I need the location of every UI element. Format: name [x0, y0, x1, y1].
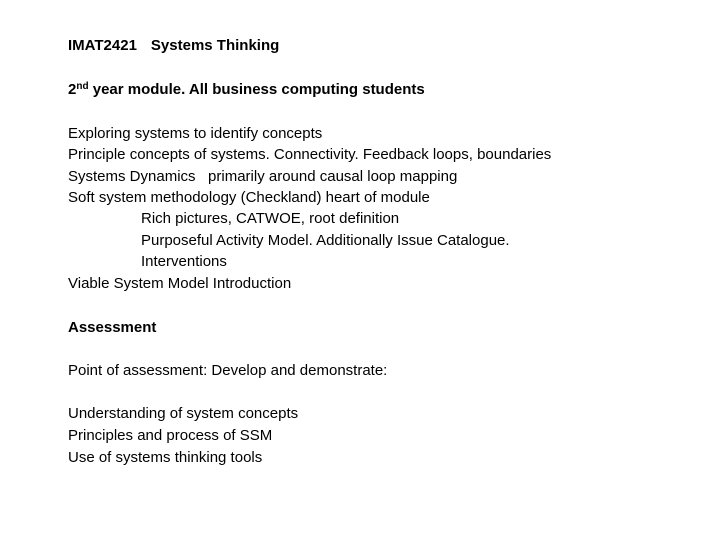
- assessment-heading: Assessment: [68, 319, 157, 336]
- topic-line: Viable System Model Introduction: [68, 275, 292, 292]
- module-header: [68, 36, 279, 56]
- assessment-item: Use of systems thinking tools: [68, 449, 263, 466]
- subtopic-line: Purposeful Activity Model. Additionally Issue Catalogue.: [141, 232, 510, 249]
- assessment-item: Principles and process of SSM: [68, 427, 273, 444]
- module-title: Systems Thinking: [150, 37, 280, 54]
- subtopic-line: Rich pictures, CATWOE, root definition: [141, 210, 400, 227]
- topic-line: Exploring systems to identify concepts: [68, 125, 323, 142]
- topic-line: Systems Dynamics primarily around causal loop mapping: [68, 168, 458, 185]
- assessment-item: Understanding of system concepts: [68, 405, 299, 422]
- intro-text: year module. All business computing students: [88, 81, 425, 98]
- assessment-point: Point of assessment: Develop and demonstrate:: [68, 362, 388, 379]
- module-intro: [68, 80, 425, 100]
- year-suffix: nd: [76, 81, 89, 92]
- module-code: IMAT2421: [68, 37, 137, 54]
- subtopic-line: Interventions: [141, 253, 227, 270]
- topic-line: Principle concepts of systems. Connectivity. Feedback loops, boundaries: [68, 146, 552, 163]
- year-number: 2: [68, 81, 77, 98]
- topic-line: Soft system methodology (Checkland) heart of module: [68, 189, 430, 206]
